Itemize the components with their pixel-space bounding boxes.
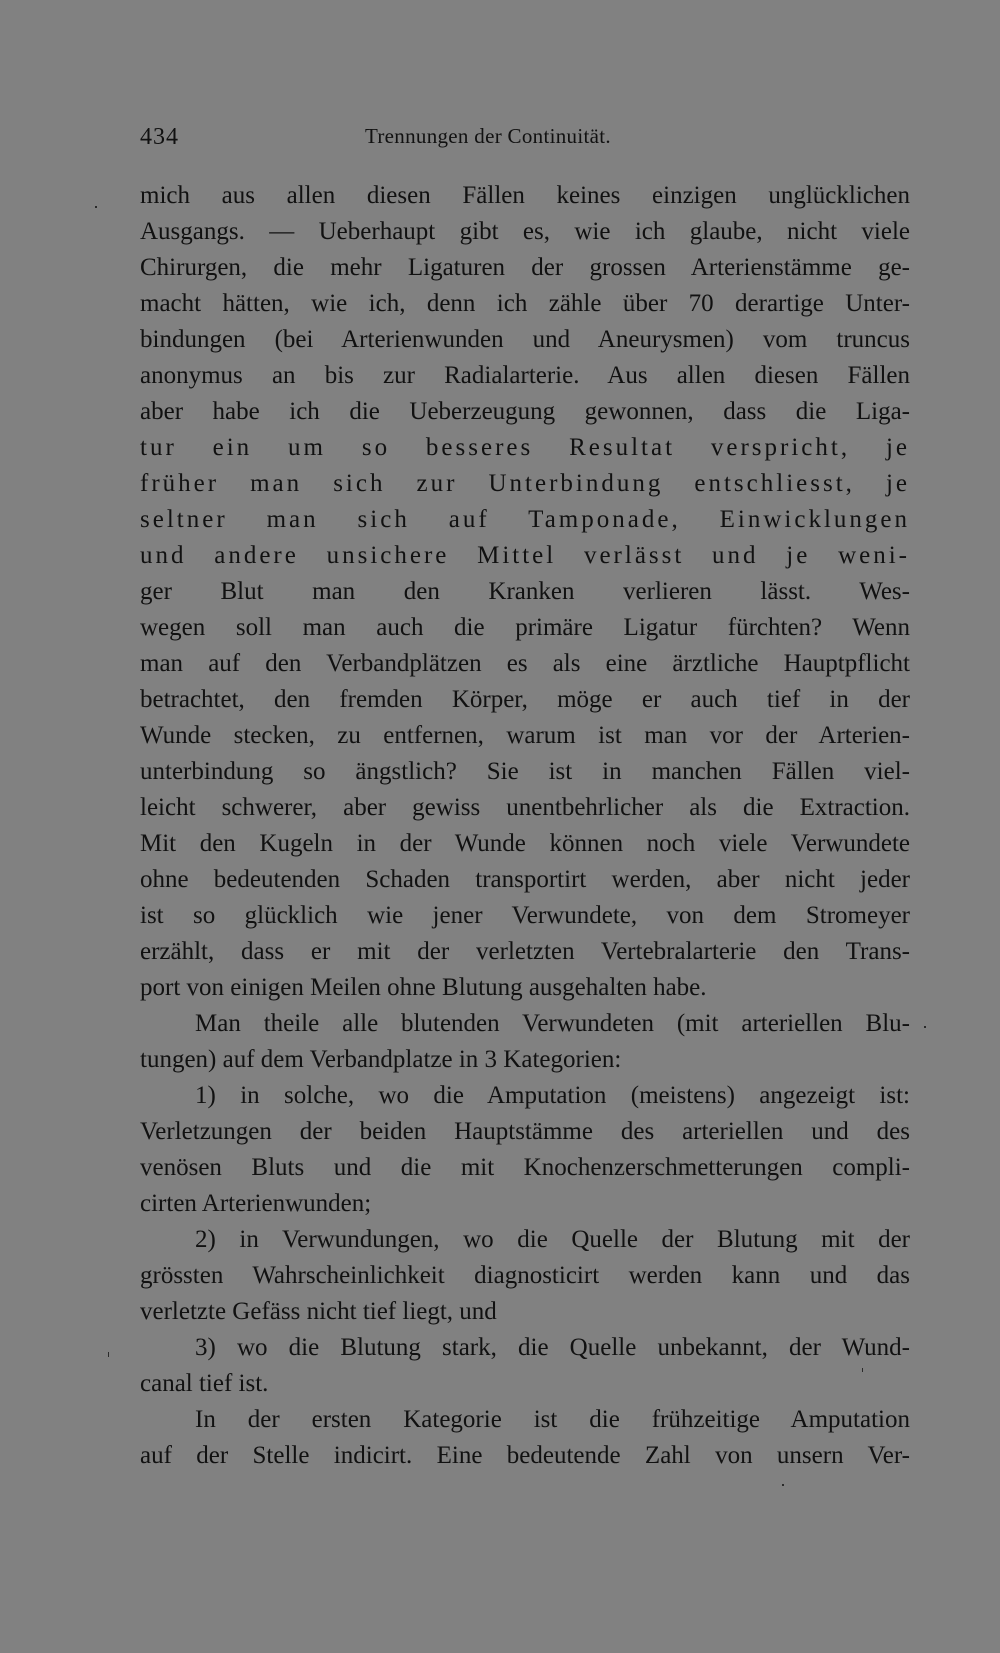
running-title: Trennungen der Continuität. xyxy=(365,124,611,148)
text-line: ist so glücklich wie jener Verwundete, von dem Stromeyer xyxy=(140,902,910,929)
text-line: grössten Wahrscheinlichkeit diagnosticirt werden kann und das xyxy=(140,1262,910,1289)
text-line: und andere unsichere Mittel verlässt und je weni- xyxy=(140,542,910,569)
scan-speck xyxy=(862,1368,863,1372)
scan-speck xyxy=(924,1026,926,1028)
text-line: tungen) auf dem Verbandplatze in 3 Kategorien: xyxy=(140,1046,622,1073)
text-line: mich aus allen diesen Fällen keines einzigen unglücklichen xyxy=(140,182,910,209)
text-line: bindungen (bei Arterienwunden und Aneurysmen) vom truncus xyxy=(140,326,910,353)
text-line: wegen soll man auch die primäre Ligatur fürchten? Wenn xyxy=(140,614,910,641)
text-line: leicht schwerer, aber gewiss unentbehrlicher als die Extraction. xyxy=(140,794,910,821)
text-line: aber habe ich die Ueberzeugung gewonnen, dass die Liga- xyxy=(140,398,910,425)
text-line: seltner man sich auf Tamponade, Einwicklungen xyxy=(140,506,910,533)
text-line: tur ein um so besseres Resultat verspricht, je xyxy=(140,434,910,461)
text-line: Ausgangs. — Ueberhaupt gibt es, wie ich glaube, nicht viele xyxy=(140,218,910,245)
text-line: ohne bedeutenden Schaden transportirt werden, aber nicht jeder xyxy=(140,866,910,893)
text-line: 3) wo die Blutung stark, die Quelle unbekannt, der Wund- xyxy=(195,1334,910,1361)
scan-speck xyxy=(108,1352,109,1357)
text-line: macht hätten, wie ich, denn ich zähle über 70 derartige Unter- xyxy=(140,290,910,317)
text-line: Chirurgen, die mehr Ligaturen der grossen Arterienstämme ge- xyxy=(140,254,910,281)
text-line: auf der Stelle indicirt. Eine bedeutende Zahl von unsern Ver- xyxy=(140,1442,910,1469)
text-line: venösen Bluts und die mit Knochenzerschmetterungen compli- xyxy=(140,1154,910,1181)
text-line: man auf den Verbandplätzen es als eine ärztliche Hauptpflicht xyxy=(140,650,910,677)
text-line: Verletzungen der beiden Hauptstämme des arteriellen und des xyxy=(140,1118,910,1145)
text-line: früher man sich zur Unterbindung entschliesst, je xyxy=(140,470,910,497)
page-number: 434 xyxy=(140,124,179,150)
text-line: verletzte Gefäss nicht tief liegt, und xyxy=(140,1298,497,1325)
text-line: anonymus an bis zur Radialarterie. Aus allen diesen Fällen xyxy=(140,362,910,389)
text-line: 2) in Verwundungen, wo die Quelle der Blutung mit der xyxy=(195,1226,910,1253)
text-line: Mit den Kugeln in der Wunde können noch viele Verwundete xyxy=(140,830,910,857)
text-line: ger Blut man den Kranken verlieren lässt. Wes- xyxy=(140,578,910,605)
text-line: cirten Arterienwunden; xyxy=(140,1190,372,1217)
scan-speck xyxy=(95,206,97,208)
scan-speck xyxy=(782,1484,784,1486)
text-line: port von einigen Meilen ohne Blutung ausgehalten habe. xyxy=(140,974,707,1001)
text-line: betrachtet, den fremden Körper, möge er auch tief in der xyxy=(140,686,910,713)
text-line: Man theile alle blutenden Verwundeten (mit arteriellen Blu- xyxy=(195,1010,910,1037)
text-line: erzählt, dass er mit der verletzten Vertebralarterie den Trans- xyxy=(140,938,910,965)
running-head xyxy=(140,118,910,148)
text-line: unterbindung so ängstlich? Sie ist in manchen Fällen viel- xyxy=(140,758,910,785)
text-line: canal tief ist. xyxy=(140,1370,269,1397)
text-line: Wunde stecken, zu entfernen, warum ist man vor der Arterien- xyxy=(140,722,910,749)
body-text xyxy=(140,178,910,1474)
text-line: 1) in solche, wo die Amputation (meistens) angezeigt ist: xyxy=(195,1082,910,1109)
text-line: In der ersten Kategorie ist die frühzeitige Amputation xyxy=(195,1406,910,1433)
